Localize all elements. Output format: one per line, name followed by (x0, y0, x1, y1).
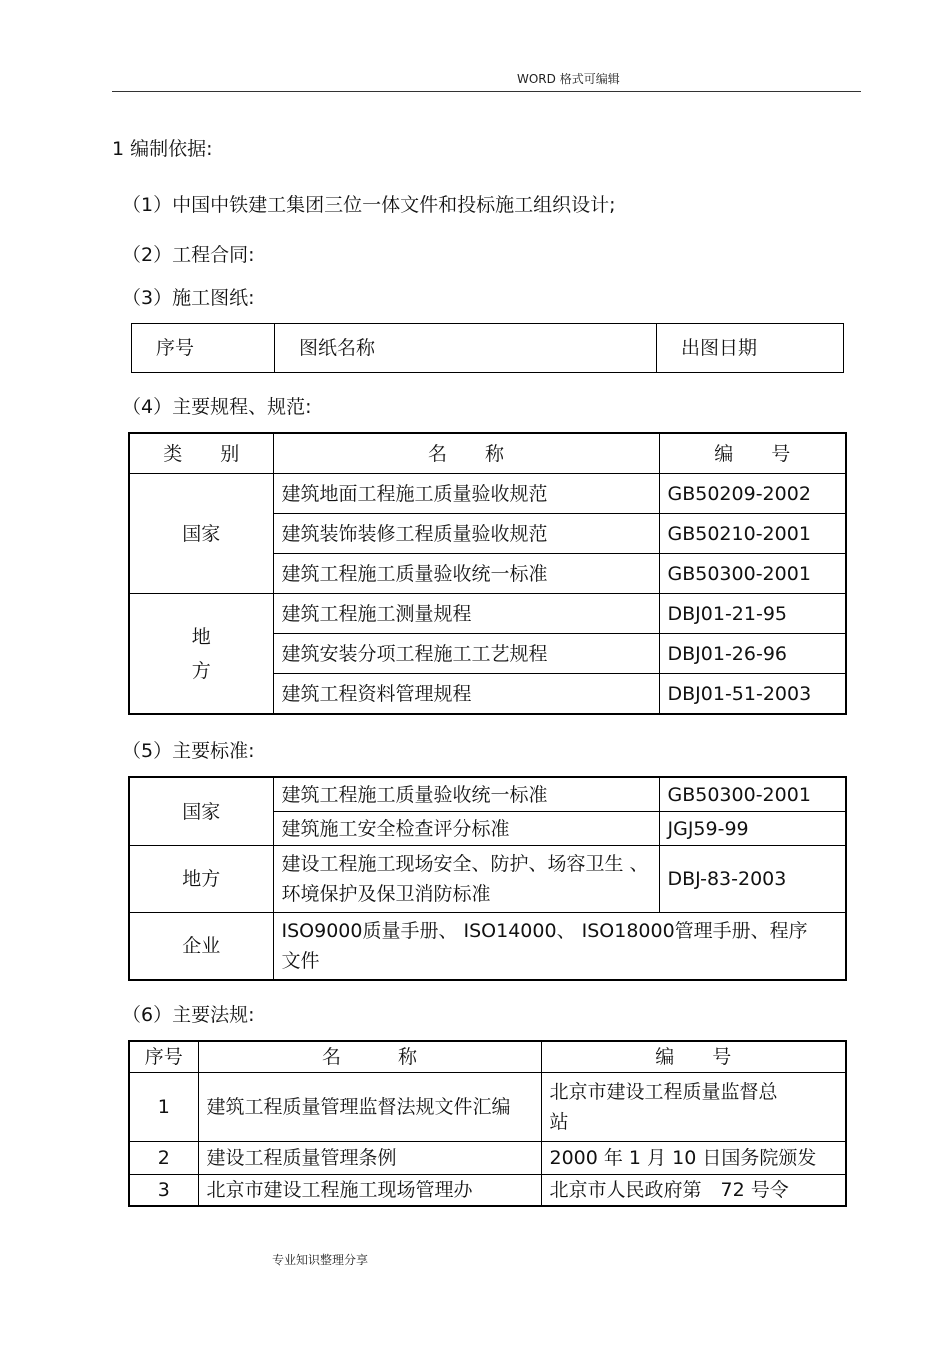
group-local-line2: 方 (191, 659, 211, 682)
standard-name-line2: 环境保护及保卫消防标准 (281, 883, 491, 905)
header-cell-date: 出图日期 (657, 324, 844, 373)
table-row (129, 594, 846, 634)
law-code: 2000 年 1 月 10 日国务院颁发 (541, 1142, 846, 1175)
item-6: （6）主要法规: (122, 1004, 255, 1026)
standard-name (273, 846, 659, 913)
standard-name-line1: ISO9000质量手册、 ISO14000、 ISO18000管理手册、程序 (281, 920, 808, 942)
header-cell-category: 类 别 (129, 433, 273, 474)
table-row (129, 474, 846, 514)
code-name: 建筑安装分项工程施工工艺规程 (273, 634, 659, 674)
law-name: 建设工程质量管理条例 (198, 1142, 541, 1175)
section-title: 1 编制依据: (112, 138, 213, 160)
standard-name: 建筑工程施工质量验收统一标准 (273, 777, 659, 812)
page-header-text: WORD 格式可编辑 (517, 72, 620, 86)
law-no: 1 (129, 1073, 198, 1142)
category-local: 地方 (129, 846, 273, 913)
item-5: （5）主要标准: (122, 740, 255, 762)
code-number: GB50210-2001 (659, 514, 846, 554)
laws-table (128, 1040, 847, 1207)
group-local-line1: 地 (191, 625, 211, 648)
drawings-table (131, 323, 844, 373)
table-row (129, 846, 846, 913)
category-enterprise: 企业 (129, 913, 273, 981)
page-footer-text: 专业知识整理分享 (272, 1253, 369, 1267)
standard-name-line1: 建设工程施工现场安全、防护、场容卫生 、 (281, 853, 649, 875)
law-code (541, 1073, 846, 1142)
standard-code: DBJ-83-2003 (659, 846, 846, 913)
code-name: 建筑工程施工测量规程 (273, 594, 659, 634)
standard-name-line2: 文件 (281, 950, 320, 972)
code-number: DBJ01-51-2003 (659, 674, 846, 715)
code-name: 建筑装饰装修工程质量验收规范 (273, 514, 659, 554)
header-cell-no: 序号 (129, 1041, 198, 1073)
law-no: 3 (129, 1175, 198, 1207)
table-row (129, 1073, 846, 1142)
law-no: 2 (129, 1142, 198, 1175)
law-name: 建筑工程质量管理监督法规文件汇编 (198, 1073, 541, 1142)
header-rule (112, 91, 861, 92)
table-row (129, 913, 846, 981)
group-national: 国家 (129, 474, 273, 594)
table-row (129, 777, 846, 812)
law-name: 北京市建设工程施工现场管理办 (198, 1175, 541, 1207)
code-number: GB50209-2002 (659, 474, 846, 514)
group-local (129, 594, 273, 715)
standard-code: GB50300-2001 (659, 777, 846, 812)
header-cell-code: 编 号 (541, 1041, 846, 1073)
header-cell-name: 图纸名称 (275, 324, 657, 373)
code-number: GB50300-2001 (659, 554, 846, 594)
code-name: 建筑地面工程施工质量验收规范 (273, 474, 659, 514)
law-code-line1: 北京市建设工程质量监督总 (549, 1081, 778, 1103)
category-national: 国家 (129, 777, 273, 846)
standard-name (273, 913, 846, 981)
codes-table (128, 432, 847, 715)
table-row (132, 324, 844, 373)
header-cell-name: 名 称 (273, 433, 659, 474)
standard-name: 建筑施工安全检查评分标准 (273, 812, 659, 846)
table-row (129, 1041, 846, 1073)
header-cell-no: 序号 (132, 324, 275, 373)
header-cell-code: 编 号 (659, 433, 846, 474)
law-code: 北京市人民政府第 72 号令 (541, 1175, 846, 1207)
header-cell-name: 名 称 (198, 1041, 541, 1073)
table-row (129, 433, 846, 474)
table-row (129, 1175, 846, 1207)
item-3: （3）施工图纸: (122, 287, 255, 309)
code-name: 建筑工程资料管理规程 (273, 674, 659, 715)
standard-code: JGJ59-99 (659, 812, 846, 846)
item-2: （2）工程合同: (122, 244, 255, 266)
code-name: 建筑工程施工质量验收统一标准 (273, 554, 659, 594)
law-code-line2: 站 (549, 1111, 569, 1133)
code-number: DBJ01-21-95 (659, 594, 846, 634)
item-4: （4）主要规程、规范: (122, 396, 312, 418)
code-number: DBJ01-26-96 (659, 634, 846, 674)
table-row (129, 1142, 846, 1175)
standards-table (128, 776, 847, 981)
item-1: （1）中国中铁建工集团三位一体文件和投标施工组织设计; (122, 194, 616, 216)
